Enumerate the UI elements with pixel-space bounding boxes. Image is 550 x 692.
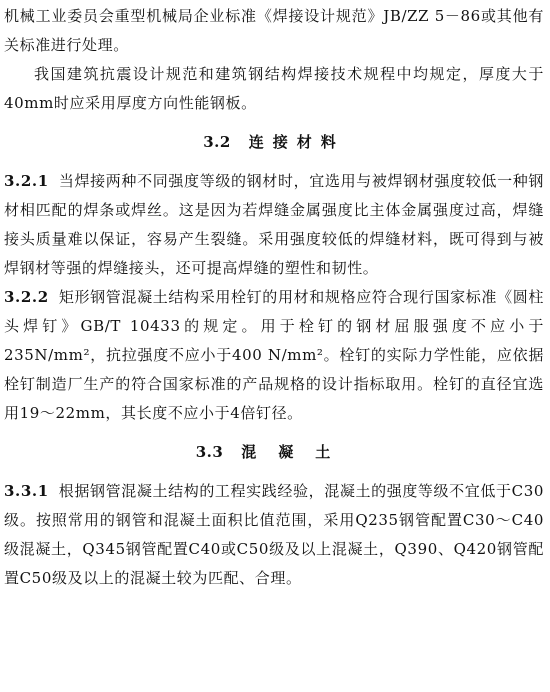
clause-text: 根据钢管混凝土结构的工程实践经验，混凝土的强度等级不宜低于C30级。按照常用的钢管和混凝土面积比值范围，采用Q235钢管配置C30～C40级混凝土，Q345钢管配置C40或C50级及以上混凝土，Q390、Q420钢管配置C50级及以上的混凝土较为匹配、合理。 (4, 482, 544, 587)
section-number: 3.3 (195, 443, 224, 461)
clause-number: 3.2.2 (4, 288, 49, 306)
clause-number: 3.2.1 (4, 172, 49, 190)
section-title: 混凝土 (241, 443, 353, 461)
intro-paragraph-thickness: 我国建筑抗震设计规范和建筑钢结构焊接技术规程中均规定，厚度大于40mm时应采用厚度方向性能钢板。 (4, 65, 544, 112)
clause-text: 矩形钢管混凝土结构采用栓钉的用材和规格应符合现行国家标准《圆柱头焊钉》GB/T 10433的规定。用于栓钉的钢材屈服强度不应小于235N/mm²，抗拉强度不应小于400 N/mm²。栓钉的实际力学性能，应依据栓钉制造厂生产的符合国家标准的产品规格的设计指标取用。栓钉的直径宜选用19～22mm，其长度不应小于4倍钉径。 (4, 288, 544, 422)
intro-paragraph-continued: 机械工业委员会重型机械局企业标准《焊接设计规范》JB/ZZ 5－86或其他有关标准进行处理。 (4, 7, 544, 54)
section-heading-3-2 (4, 131, 544, 153)
clause-3-2-1 (4, 167, 544, 283)
clause-3-3-1 (4, 477, 544, 593)
clause-3-2-2 (4, 283, 544, 428)
clause-text: 当焊接两种不同强度等级的钢材时，宜选用与被焊钢材强度较低一种钢材相匹配的焊条或焊丝。这是因为若焊缝金属强度比主体金属强度过高，焊缝接头质量难以保证，容易产生裂缝。采用强度较低的焊缝材料，既可得到与被焊钢材等强的焊缝接头，还可提高焊缝的塑性和韧性。 (4, 172, 544, 277)
section-heading-3-3 (4, 441, 544, 463)
section-number: 3.2 (203, 133, 231, 151)
section-title: 连接材料 (248, 133, 345, 151)
clause-number: 3.3.1 (4, 482, 49, 500)
